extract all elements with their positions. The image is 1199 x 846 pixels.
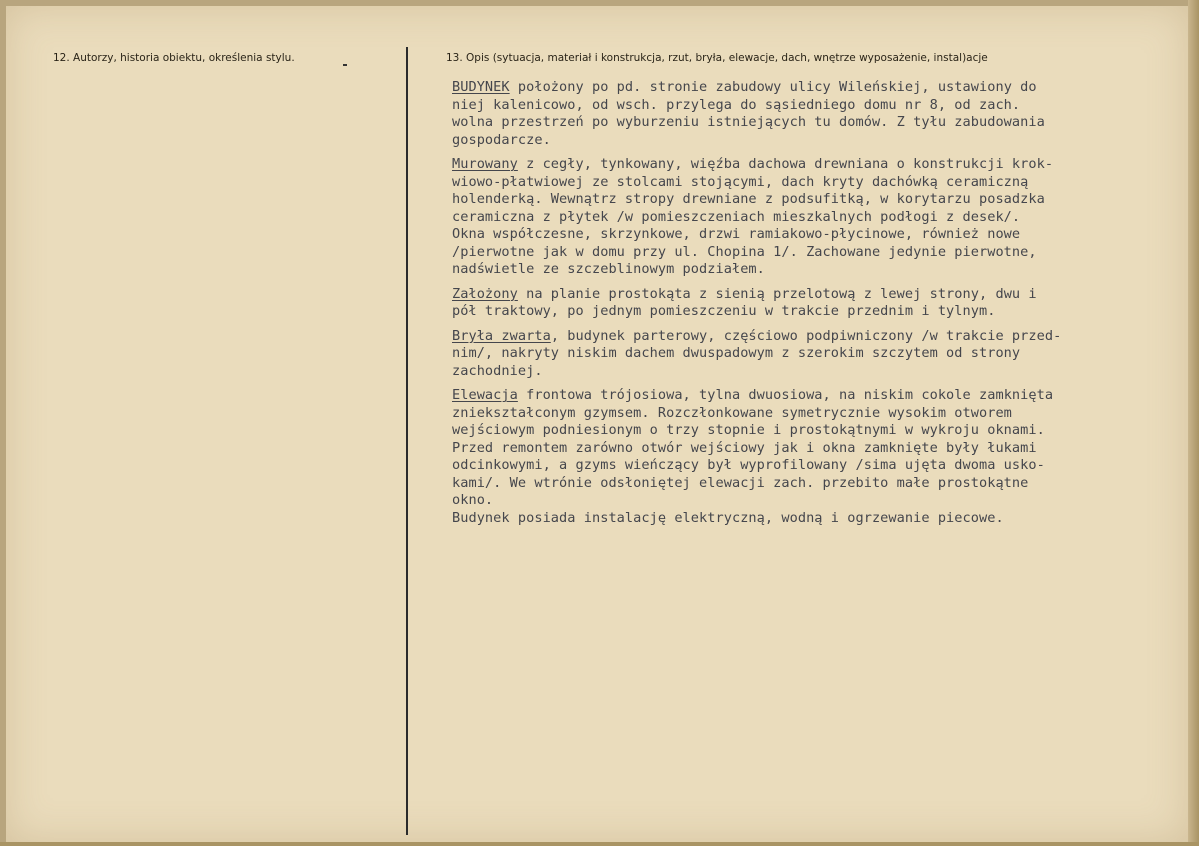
- text-line: nim/, nakryty niskim dachem dwuspadowym z szerokim szczytem od strony: [452, 345, 1021, 361]
- paragraph-lead: BUDYNEK: [452, 79, 510, 95]
- paragraph-lead: Elewacja: [452, 387, 518, 403]
- column-divider: [406, 47, 408, 835]
- text-line: niej kalenicowo, od wsch. przylega do sąsiedniego domu nr 8, od zach.: [452, 96, 1021, 113]
- paper-edge-right: [1188, 0, 1199, 846]
- paragraph-lead: Murowany: [452, 156, 518, 172]
- text-line: nadświetle ze szczeblinowym podziałem.: [452, 261, 765, 277]
- description-text: [452, 79, 1182, 527]
- text-line: pół traktowy, po jednym pomieszczeniu w trakcie przednim i tylnym.: [452, 303, 996, 319]
- text-line: ceramiczna z płytek /w pomieszczeniach mieszkalnych podłogi z desek/.: [452, 208, 1021, 225]
- ink-mark: [343, 64, 347, 66]
- paragraph-location: [452, 79, 1182, 149]
- text-line: wejściowym podniesionym o trzy stopnie i prostokątnymi w wykroju oknami.: [452, 422, 1045, 438]
- paragraph-construction: [452, 156, 1182, 279]
- text-line: Okna współczesne, skrzynkowe, drzwi ramiakowo-płycinowe, również nowe: [452, 226, 1021, 242]
- text-line: /pierwotne jak w domu przy ul. Chopina 1/. Zachowane jedynie pierwotne,: [452, 243, 1037, 260]
- text-line: wiowo-płatwiowej ze stolcami stojącymi, dach kryty dachówką ceramiczną: [452, 173, 1029, 190]
- paragraph-lead: Założony: [452, 285, 518, 302]
- text-line: , budynek parterowy, częściowo podpiwniczony /w trakcie przed-: [550, 327, 1062, 344]
- text-line: okno.: [452, 492, 494, 508]
- text-line: gospodarcze.: [452, 131, 551, 148]
- closing-line: Budynek posiada instalację elektryczną, wodną i ogrzewanie piecowe.: [452, 509, 1004, 526]
- paragraph-elevations: [452, 387, 1182, 527]
- text-line: z cegły, tynkowany, więźba dachowa drewniana o konstrukcji krok-: [517, 156, 1054, 172]
- paragraph-lead: Bryła zwarta: [452, 327, 551, 344]
- text-line: kami/. We wtrónie odsłoniętej elewacji zach. przebito małe prostokątne: [452, 474, 1029, 491]
- text-line: wolna przestrzeń po wyburzeniu istniejących tu domów. Z tyłu zabudowania: [452, 114, 1045, 130]
- text-line: położony po pd. stronie zabudowy ulicy Wileńskiej, ustawiony do: [509, 79, 1037, 95]
- text-line: na planie prostokąta z sienią przelotową z lewej strony, dwu i: [517, 285, 1037, 302]
- section-12-heading: 12. Autorzy, historia obiektu, określenia stylu.: [53, 52, 295, 64]
- text-line: holenderką. Wewnątrz stropy drewniane z podsufitką, w korytarzu posadzka: [452, 191, 1045, 207]
- paper-edge-bottom: [0, 842, 1199, 846]
- text-line: odcinkowymi, a gzyms wieńczący był wyprofilowany /sima ujęta dwoma usko-: [452, 457, 1045, 473]
- paragraph-massing: [452, 328, 1182, 381]
- text-line: frontowa trójosiowa, tylna dwuosiowa, na niskim cokole zamknięta: [517, 387, 1054, 403]
- text-line: zachodniej.: [452, 362, 543, 379]
- paragraph-plan: [452, 286, 1182, 321]
- text-line: zniekształconym gzymsem. Rozczłonkowane symetrycznie wysokim otworem: [452, 404, 1012, 421]
- section-13-heading: 13. Opis (sytuacja, materiał i konstrukcja, rzut, bryła, elewacje, dach, wnętrze wyposażenie, instal)acje: [446, 52, 988, 64]
- text-line: Przed remontem zarówno otwór wejściowy jak i okna zamknięte były łukami: [452, 439, 1037, 456]
